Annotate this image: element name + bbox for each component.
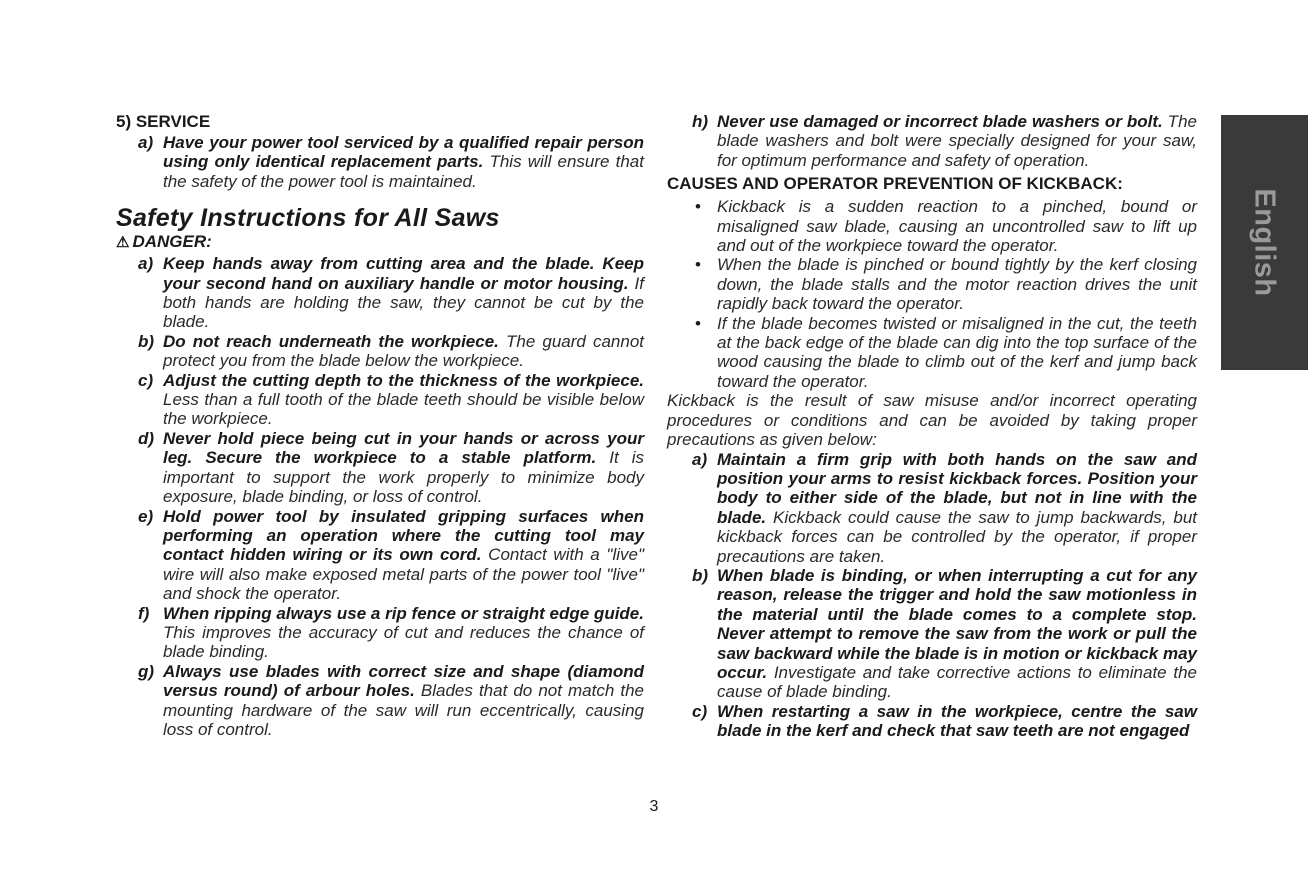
right-column bbox=[667, 112, 1197, 741]
item-bold-text: Never hold piece being cut in your hands or across your leg. Secure the workpiece to a stable platform. bbox=[163, 428, 644, 468]
service-item-a bbox=[116, 133, 644, 191]
item-bold-text: Keep hands away from cutting area and the blade. Keep your second hand on auxiliary handle or motor housing. bbox=[163, 254, 644, 293]
item-body-text: Less than a full tooth of the blade teeth should be visible below the workpiece. bbox=[163, 390, 644, 429]
kickback-item-b bbox=[667, 566, 1197, 702]
kickback-paragraph: Kickback is the result of saw misuse and/or incorrect operating procedures or conditions and can be avoided by taking proper precautions as given below: bbox=[667, 391, 1197, 450]
bullet-marker: • bbox=[695, 255, 701, 275]
left-column bbox=[116, 112, 644, 739]
kickback-item-c bbox=[667, 702, 1197, 741]
warning-triangle-icon: ⚠ bbox=[116, 234, 130, 252]
item-bold-text: Have your power tool serviced by a qualified repair person using only identical replacement parts. bbox=[163, 133, 644, 172]
bullet-marker: • bbox=[695, 197, 701, 217]
kickback-bullet-2 bbox=[667, 255, 1197, 313]
item-body-text: The guard cannot protect you from the blade below the workpiece. bbox=[163, 331, 644, 371]
item-body-text: This will ensure that the safety of the power tool is maintained. bbox=[163, 152, 644, 191]
item-body-text: Blades that do not match the mounting hardware of the saw will run eccentrically, causing loss of control. bbox=[163, 681, 644, 739]
item-letter: a) bbox=[138, 254, 154, 274]
language-tab-label: English bbox=[1249, 188, 1282, 297]
item-bold-text: Hold power tool by insulated gripping surfaces when performing an operation where the cutting tool may contact hidden wiring or its own cord. bbox=[163, 506, 644, 565]
item-letter: g) bbox=[138, 661, 155, 681]
item-bold-text: Do not reach underneath the workpiece. bbox=[163, 331, 499, 351]
kickback-heading: CAUSES AND OPERATOR PREVENTION OF KICKBACK: bbox=[667, 174, 1123, 194]
safety-item-d bbox=[116, 429, 644, 507]
safety-item-h bbox=[667, 112, 1197, 170]
item-bold-text: Maintain a firm grip with both hands on the saw and position your arms to resist kickback forces. Position your body to either side of the blade, but not in line with the blade. bbox=[717, 449, 1197, 527]
item-body-text: This improves the accuracy of cut and reduces the chance of blade binding. bbox=[163, 622, 644, 662]
bullet-text: Kickback is a sudden reaction to a pinched, bound or misaligned saw blade, causing an uncontrolled saw to lift up and out of the workpiece toward the operator. bbox=[717, 197, 1197, 256]
bullet-text: If the blade becomes twisted or misaligned in the cut, the teeth at the back edge of the blade can dig into the top surface of the wood causing the blade to climb out of the kerf and jump back toward the operator. bbox=[717, 313, 1197, 391]
safety-item-e bbox=[116, 507, 644, 604]
safety-item-b bbox=[116, 332, 644, 371]
safety-item-a bbox=[116, 254, 644, 332]
item-bold-text: Never use damaged or incorrect blade washers or bolt. bbox=[717, 112, 1163, 131]
bullet-marker: • bbox=[695, 313, 701, 333]
service-heading: 5) SERVICE bbox=[116, 112, 211, 131]
item-letter: d) bbox=[138, 428, 155, 448]
item-bold-text: Adjust the cutting depth to the thickness of the workpiece. bbox=[163, 370, 644, 390]
item-letter: c) bbox=[138, 370, 154, 390]
item-bold-text: When ripping always use a rip fence or straight edge guide. bbox=[163, 603, 644, 623]
item-letter: e) bbox=[138, 506, 154, 526]
item-letter: a) bbox=[138, 133, 154, 152]
item-bold-text: When blade is binding, or when interrupting a cut for any reason, release the trigger and hold the saw motionless in the material until the blade comes to a complete stop. Never attempt to remove the saw from the work or pull the saw backward while the blade is in motion or kickback may occur. bbox=[717, 565, 1197, 682]
item-body-text: Contact with a "live" wire will also make exposed metal parts of the power tool "live" and shock the operator. bbox=[163, 545, 644, 604]
item-body-text: The blade washers and bolt were specially designed for your saw, for optimum performance and safety of operation. bbox=[717, 112, 1197, 170]
item-letter: b) bbox=[138, 331, 155, 351]
danger-label bbox=[116, 232, 644, 252]
safety-item-c bbox=[116, 371, 644, 429]
item-bold-text: When restarting a saw in the workpiece, centre the saw blade in the kerf and check that saw teeth are not engaged bbox=[717, 701, 1197, 741]
item-body-text: It is important to support the work properly to minimize body exposure, blade binding, or loss of control. bbox=[163, 448, 645, 507]
item-bold-text: Always use blades with correct size and shape (diamond versus round) of arbour holes. bbox=[163, 661, 644, 701]
item-body-text: If both hands are holding the saw, they cannot be cut by the blade. bbox=[163, 273, 644, 332]
kickback-bullet-3 bbox=[667, 314, 1197, 392]
page-number: 3 bbox=[649, 798, 659, 815]
item-letter: b) bbox=[692, 565, 709, 585]
item-body-text: Kickback could cause the saw to jump backwards, but kickback forces can be controlled by the operator, if proper precautions are taken. bbox=[717, 507, 1197, 566]
safety-item-g bbox=[116, 662, 644, 740]
safety-item-f bbox=[116, 604, 644, 662]
item-body-text: Investigate and take corrective actions to eliminate the cause of blade binding. bbox=[717, 662, 1197, 702]
kickback-item-a bbox=[667, 450, 1197, 566]
bullet-text: When the blade is pinched or bound tightly by the kerf closing down, the blade stalls and the motor reaction drives the unit rapidly back toward the operator. bbox=[717, 255, 1197, 314]
kickback-bullet-1 bbox=[667, 197, 1197, 255]
item-letter: f) bbox=[138, 603, 150, 623]
danger-text: DANGER: bbox=[132, 232, 212, 252]
item-letter: h) bbox=[692, 112, 709, 131]
section-title: Safety Instructions for All Saws bbox=[116, 204, 500, 233]
language-tab bbox=[1221, 115, 1308, 370]
item-letter: a) bbox=[692, 449, 708, 469]
item-letter: c) bbox=[692, 701, 708, 721]
